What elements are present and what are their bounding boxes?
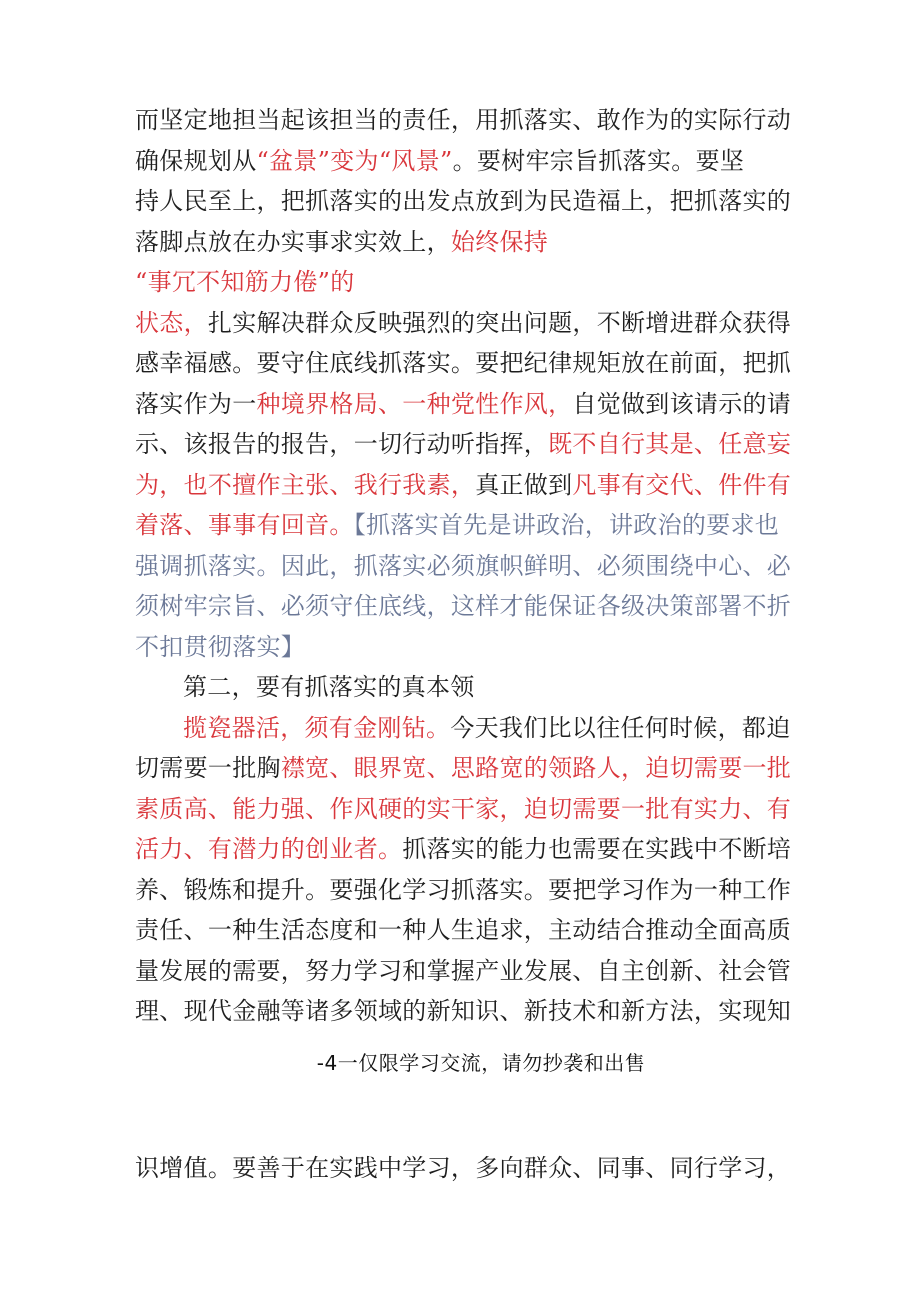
highlighted-text: 状态，: [135, 308, 208, 337]
body-text-segment: 养、锻炼和提升。要强化学习抓落实。要把学习作为一种工作: [135, 875, 792, 904]
text-line: [135, 100, 792, 141]
highlighted-text: 着落、事事有回音。: [135, 511, 354, 539]
text-line: [135, 627, 765, 668]
text-line: [135, 870, 792, 911]
continuation-paragraph: 识增值。要善于在实践中学习，多向群众、同事、同行学习，: [135, 1154, 792, 1182]
body-text-segment: 量发展的需要，努力学习和掌握产业发展、自主创新、社会管: [135, 956, 792, 985]
text-line: [135, 910, 792, 951]
text-line: [135, 262, 765, 303]
page-footer: [0, 1047, 920, 1076]
highlighted-text: 揽瓷器活，须有金刚钻。: [183, 713, 451, 742]
text-line: [135, 343, 792, 384]
text-line: [135, 141, 765, 182]
highlighted-text: 始终保持: [450, 227, 549, 256]
body-text-segment: 自觉做到该请示的请: [572, 389, 792, 418]
annotation-text: 【抓落实首先是讲政治，讲政治的要求也: [353, 511, 780, 539]
highlighted-text: 素质高、能力强、作风硬的实干家，迫切需要一批有实力、有: [135, 794, 792, 823]
body-text-segment: 抓落实的能力也需要在实践中不断培: [402, 835, 792, 863]
highlighted-text: 凡事有交代、件件有: [572, 470, 792, 499]
body-text-segment: 理、现代金融等诸多领域的新知识、新技术和新方法，实现知: [135, 997, 792, 1025]
text-line: [135, 546, 792, 587]
section-heading: [135, 667, 765, 708]
highlighted-text: “盆景”变为“风景”: [256, 146, 453, 175]
body-text-segment: 确保规划从: [135, 146, 257, 175]
body-text-segment: 。要树牢宗旨抓落实。要坚: [452, 146, 745, 175]
body-text-segment: 切需要一批胸: [135, 754, 281, 782]
body-text-segment: 责任、一种生活态度和一种人生追求，主动结合推动全面高质: [135, 916, 792, 944]
text-line: [135, 384, 792, 425]
body-text-segment: 落脚点放在办实事求实效上，: [135, 227, 451, 256]
text-line: [135, 708, 791, 749]
text-line: [135, 829, 792, 870]
body-text-segment: 真正做到: [475, 470, 573, 499]
document-body: [135, 100, 792, 1032]
annotation-text: 须树牢宗旨、必须守住底线，这样才能保证各级决策部署不折: [135, 592, 792, 620]
text-line: [135, 991, 792, 1032]
highlighted-text: 为，也不擅作主张、我行我素，: [135, 470, 476, 499]
highlighted-text: 活力、有潜力的创业者。: [135, 835, 403, 863]
body-text-segment: 第二，要有抓落实的真本领: [183, 673, 475, 701]
highlighted-text: 襟宽、眼界宽、思路宽的领路人，迫切需要一批: [280, 754, 792, 782]
text-line: [135, 505, 780, 546]
body-text-segment: 落实作为一: [135, 389, 257, 418]
annotation-text: 不扣贯彻落实】: [135, 632, 306, 661]
footer-notice: -4一仅限学习交流，请勿抄袭和出售: [316, 1051, 646, 1075]
text-line: [135, 748, 792, 789]
text-line: [135, 951, 792, 992]
text-line: [135, 181, 792, 222]
highlighted-text: 既不自行其是、任意妄: [548, 430, 792, 458]
highlighted-text: “事冗不知筋力倦”的: [135, 268, 355, 296]
text-line: [135, 222, 765, 263]
body-text-segment: 而坚定地担当起该担当的责任，用抓落实、敢作为的实际行动: [135, 106, 792, 134]
body-text-segment: 扎实解决群众反映强烈的突出问题，不断增进群众获得: [207, 308, 792, 337]
highlighted-text: 种境界格局、一种党性作风，: [256, 389, 573, 418]
text-line: [135, 789, 792, 830]
body-text-segment: 示、该报告的报告，一切行动听指挥，: [135, 430, 549, 458]
annotation-text: 强调抓落实。因此，抓落实必须旗帜鲜明、必须围绕中心、必: [135, 551, 792, 580]
text-line: [135, 303, 792, 344]
text-line: [135, 586, 792, 627]
text-line: [135, 424, 792, 465]
text-line: [135, 465, 792, 506]
body-text-segment: 持人民至上，把抓落实的出发点放到为民造福上，把抓落实的: [135, 187, 792, 215]
body-text-segment: 感幸福感。要守住底线抓落实。要把纪律规矩放在前面，把抓: [135, 349, 792, 377]
body-text-segment: 今天我们比以往任何时候，都迫: [450, 713, 791, 742]
